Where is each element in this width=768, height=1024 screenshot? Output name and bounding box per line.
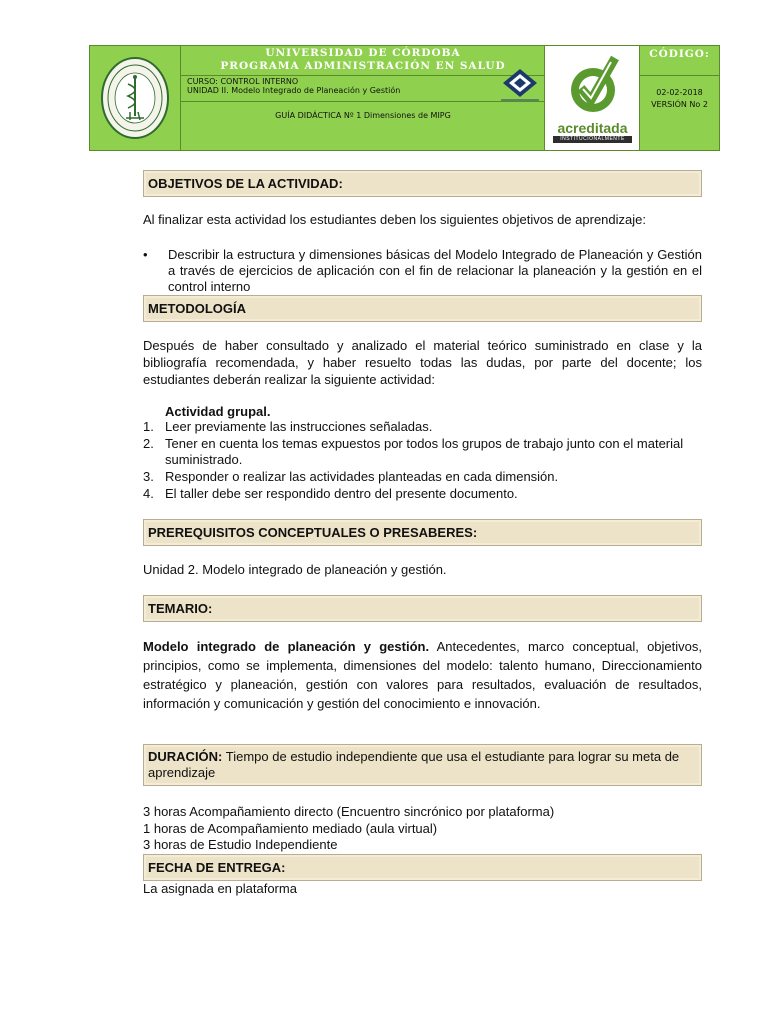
university-name: UNIVERSIDAD DE CÓRDOBA [265,47,461,59]
duration-heading-text: Tiempo de estudio independiente que usa el estudiante para lograr su meta de aprendizaje [148,749,680,780]
activity-title: Actividad grupal. [165,404,271,419]
guide-title: GUÍA DIDÁCTICA Nº 1 Dimensiones de MIPG [275,111,451,120]
syllabus-heading: TEMARIO: [143,595,702,622]
prerequisites-heading: PREREQUISITOS CONCEPTUALES O PRESABERES: [143,519,702,546]
unit-label: UNIDAD II. Modelo Integrado de Planeación y Gestión [187,86,401,95]
program-emblem-logo [497,63,543,103]
syllabus-lead: Modelo integrado de planeación y gestión. [143,639,430,654]
syllabus-body: Antecedentes, marco conceptual, objetivos, principios, como se implementa, dimensiones del modelo: talento humano, Direccionamiento estratégico y planeación, gestión con valores para resultados, evaluación de resultados, información y comunicación y gestión del conocimiento e innovación. [143,639,702,711]
duration-line: 3 horas Acompañamiento directo (Encuentro sincrónico por plataforma) [143,804,555,819]
methodology-text: Después de haber consultado y analizado el material teórico suministrado en clase y la bibliografía recomendada, y haber resuelto todas las dudas, por parte del docente; los estudiantes deberán realizar la siguiente actividad: [143,338,702,387]
accredited-sublabel: INSTITUCIONALMENTE [553,136,632,143]
duration-lines [143,804,702,854]
methodology-heading: METODOLOGÍA [143,295,702,322]
duration-heading [143,744,702,786]
code-label: CÓDIGO: [649,48,710,60]
course-label: CURSO: CONTROL INTERNO [187,77,299,86]
university-seal-cell [90,46,181,150]
document-version: VERSIÓN No 2 [651,100,708,109]
accredited-label: acreditada [557,120,628,136]
document-header [89,45,720,151]
delivery-heading: FECHA DE ENTREGA: [143,854,702,881]
program-name: PROGRAMA ADMINISTRACIÓN EN SALUD [220,60,506,72]
course-row [181,75,545,102]
duration-line: 3 horas de Estudio Independiente [143,837,338,852]
objectives-intro: Al finalizar esta actividad los estudiantes deben los siguientes objetivos de aprendizaje: [143,212,646,227]
header-title-cell [181,46,545,150]
objectives-bullet-text: Describir la estructura y dimensiones básicas del Modelo Integrado de Planeación y Gestión a través de ejercicios de aplicación con el fin de relacionar la planeación y la gestión en el control interno [168,247,702,294]
delivery-text: La asignada en plataforma [143,881,297,896]
duration-line: 1 horas de Acompañamiento mediado (aula virtual) [143,820,438,836]
code-cell [640,46,719,150]
prerequisites-text: Unidad 2. Modelo integrado de planeación y gestión. [143,562,447,577]
objectives-heading: OBJETIVOS DE LA ACTIVIDAD: [143,170,702,197]
university-seal-logo [90,46,181,150]
document-date: 02-02-2018 [656,88,703,97]
accreditation-cell [545,46,640,150]
bullet-icon: • [143,247,148,262]
code-divider [640,75,719,76]
duration-label: DURACIÓN: [148,749,223,764]
accreditation-check-logo [567,52,619,118]
syllabus-text [143,637,702,713]
header-title-row [181,46,545,76]
